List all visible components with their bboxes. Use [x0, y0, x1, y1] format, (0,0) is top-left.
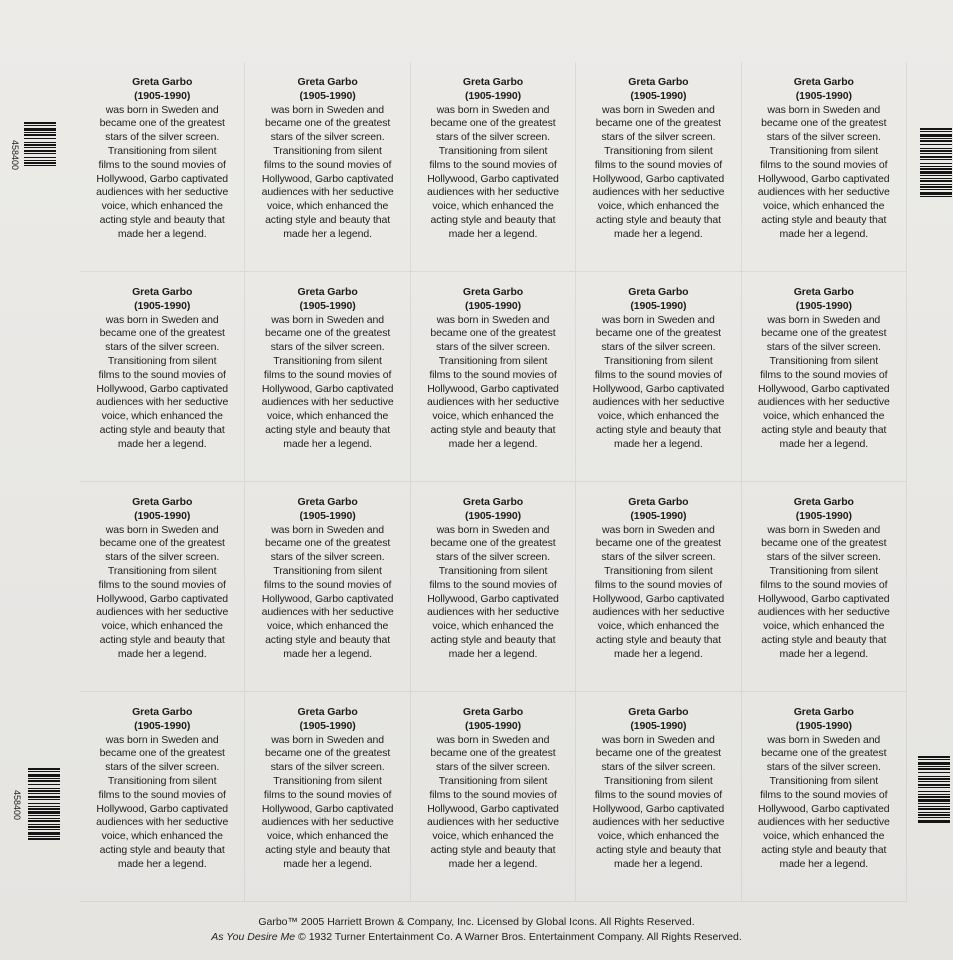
stamp-bio: was born in Sweden and became one of the greatest stars of the silver screen. Transitioning from silent films to the sound movies of Hollywood, Garbo captivated audiences with her seductive voice, which enhanced the acting style and beauty that made her a legend.: [261, 103, 394, 240]
stamp-bio: was born in Sweden and became one of the greatest stars of the silver screen. Transitioning from silent films to the sound movies of Hollywood, Garbo captivated audiences with her seductive voice, which enhanced the acting style and beauty that made her a legend.: [592, 103, 725, 240]
stamp-name: Greta Garbo: [132, 496, 193, 508]
stamp-cell: [411, 692, 576, 902]
barcode-bottom-right: [918, 756, 950, 824]
stamp-name: Greta Garbo: [462, 286, 524, 298]
stamp-bio: was born in Sweden and became one of the greatest stars of the silver screen. Transitioning from silent films to the sound movies of Hollywood, Garbo captivated audiences with her seductive voice, which enhanced the acting style and beauty that made her a legend.: [261, 313, 394, 450]
stamp-cell: [576, 62, 741, 272]
stamp-bio: was born in Sweden and became one of the greatest stars of the silver screen. Transitioning from silent films to the sound movies of Hollywood, Garbo captivated audiences with her seductive voice, which enhanced the acting style and beauty that made her a legend.: [96, 313, 229, 450]
stamp-name: Greta Garbo: [297, 496, 358, 508]
stamp-cell: [742, 272, 907, 482]
stamp-cell: [80, 482, 245, 692]
stamp-bio: was born in Sweden and became one of the greatest stars of the silver screen. Transitioning from silent films to the sound movies of Hollywood, Garbo captivated audiences with her seductive voice, which enhanced the acting style and beauty that made her a legend.: [96, 523, 229, 660]
stamp-cell: [80, 62, 245, 272]
stamp-name: Greta Garbo: [462, 706, 524, 718]
stamp-bio: was born in Sweden and became one of the greatest stars of the silver screen. Transitioning from silent films to the sound movies of Hollywood, Garbo captivated audiences with her seductive voice, which enhanced the acting style and beauty that made her a legend.: [261, 523, 394, 660]
stamp-bio: was born in Sweden and became one of the greatest stars of the silver screen. Transitioning from silent films to the sound movies of Hollywood, Garbo captivated audiences with her seductive voice, which enhanced the acting style and beauty that made her a legend.: [426, 523, 559, 660]
barcode-top-left: [24, 122, 56, 166]
stamp-years: (1905-1990): [134, 719, 191, 732]
stamp-cell: [80, 692, 245, 902]
stamp-bio: was born in Sweden and became one of the greatest stars of the silver screen. Transitioning from silent films to the sound movies of Hollywood, Garbo captivated audiences with her seductive voice, which enhanced the acting style and beauty that made her a legend.: [426, 733, 559, 870]
stamp-years: (1905-1990): [464, 89, 522, 102]
stamp-years: (1905-1990): [464, 719, 522, 732]
stamp-name: Greta Garbo: [793, 496, 854, 508]
stamp-years: (1905-1990): [134, 89, 191, 102]
stamp-name: Greta Garbo: [793, 286, 854, 298]
stamp-name: Greta Garbo: [628, 286, 689, 298]
stamp-name: Greta Garbo: [628, 496, 689, 508]
stamp-name: Greta Garbo: [793, 706, 854, 718]
stamp-years: (1905-1990): [299, 509, 356, 522]
film-title: As You Desire Me: [211, 931, 296, 943]
stamp-cell: [576, 692, 741, 902]
stamp-bio: was born in Sweden and became one of the greatest stars of the silver screen. Transitioning from silent films to the sound movies of Hollywood, Garbo captivated audiences with her seductive voice, which enhanced the acting style and beauty that made her a legend.: [96, 733, 229, 870]
stamp-bio: was born in Sweden and became one of the greatest stars of the silver screen. Transitioning from silent films to the sound movies of Hollywood, Garbo captivated audiences with her seductive voice, which enhanced the acting style and beauty that made her a legend.: [96, 103, 229, 240]
stamp-years: (1905-1990): [795, 509, 852, 522]
stamp-name: Greta Garbo: [132, 706, 193, 718]
stamp-bio: was born in Sweden and became one of the greatest stars of the silver screen. Transitioning from silent films to the sound movies of Hollywood, Garbo captivated audiences with her seductive voice, which enhanced the acting style and beauty that made her a legend.: [757, 523, 890, 660]
stamp-cell: [742, 62, 907, 272]
stamp-bio: was born in Sweden and became one of the greatest stars of the silver screen. Transitioning from silent films to the sound movies of Hollywood, Garbo captivated audiences with her seductive voice, which enhanced the acting style and beauty that made her a legend.: [592, 313, 725, 450]
stamp-cell: [411, 482, 576, 692]
stamp-years: (1905-1990): [134, 299, 191, 312]
stamp-name: Greta Garbo: [297, 76, 358, 88]
stamp-bio: was born in Sweden and became one of the greatest stars of the silver screen. Transitioning from silent films to the sound movies of Hollywood, Garbo captivated audiences with her seductive voice, which enhanced the acting style and beauty that made her a legend.: [757, 313, 890, 450]
stamp-cell: [576, 482, 741, 692]
barcode-number-bottom-left: 458400: [12, 790, 22, 821]
stamp-bio: was born in Sweden and became one of the greatest stars of the silver screen. Transitioning from silent films to the sound movies of Hollywood, Garbo captivated audiences with her seductive voice, which enhanced the acting style and beauty that made her a legend.: [592, 523, 725, 660]
stamp-years: (1905-1990): [630, 509, 687, 522]
stamp-years: (1905-1990): [630, 719, 687, 732]
copyright-text-2: © 1932 Turner Entertainment Co. A Warner Bros. Entertainment Company. All Rights Reserved.: [295, 931, 742, 943]
stamp-years: (1905-1990): [795, 299, 852, 312]
stamp-cell: [245, 692, 410, 902]
stamp-years: (1905-1990): [630, 89, 687, 102]
stamp-name: Greta Garbo: [297, 286, 358, 298]
stamp-bio: was born in Sweden and became one of the greatest stars of the silver screen. Transitioning from silent films to the sound movies of Hollywood, Garbo captivated audiences with her seductive voice, which enhanced the acting style and beauty that made her a legend.: [757, 103, 890, 240]
stamp-name: Greta Garbo: [132, 286, 193, 298]
stamp-cell: [742, 482, 907, 692]
stamp-years: (1905-1990): [795, 719, 852, 732]
stamp-name: Greta Garbo: [628, 706, 689, 718]
stamp-name: Greta Garbo: [462, 76, 524, 88]
stamp-cell: [245, 62, 410, 272]
copyright-line-1: [0, 916, 953, 928]
stamp-cell: [80, 272, 245, 482]
stamp-years: (1905-1990): [630, 299, 687, 312]
stamp-cell: [245, 482, 410, 692]
copyright-text-1: Garbo™ 2005 Harriett Brown & Company, Inc. Licensed by Global Icons. All Rights Reserved.: [258, 916, 695, 928]
stamp-bio: was born in Sweden and became one of the greatest stars of the silver screen. Transitioning from silent films to the sound movies of Hollywood, Garbo captivated audiences with her seductive voice, which enhanced the acting style and beauty that made her a legend.: [426, 103, 559, 240]
stamp-cell: [576, 272, 741, 482]
stamp-grid: [80, 62, 907, 902]
barcode-bottom-left: [28, 768, 60, 840]
stamp-years: (1905-1990): [299, 89, 356, 102]
barcode-top-right: [920, 128, 952, 198]
stamp-name: Greta Garbo: [462, 496, 524, 508]
stamp-cell: [411, 62, 576, 272]
stamp-cell: [245, 272, 410, 482]
barcode-number-top-left: 458400: [10, 140, 20, 171]
stamp-bio: was born in Sweden and became one of the greatest stars of the silver screen. Transitioning from silent films to the sound movies of Hollywood, Garbo captivated audiences with her seductive voice, which enhanced the acting style and beauty that made her a legend.: [261, 733, 394, 870]
stamp-years: (1905-1990): [795, 89, 852, 102]
stamp-cell: [742, 692, 907, 902]
stamp-name: Greta Garbo: [628, 76, 689, 88]
stamp-years: (1905-1990): [464, 509, 522, 522]
stamp-name: Greta Garbo: [132, 76, 193, 88]
stamp-name: Greta Garbo: [793, 76, 854, 88]
stamp-bio: was born in Sweden and became one of the greatest stars of the silver screen. Transitioning from silent films to the sound movies of Hollywood, Garbo captivated audiences with her seductive voice, which enhanced the acting style and beauty that made her a legend.: [426, 313, 559, 450]
stamp-bio: was born in Sweden and became one of the greatest stars of the silver screen. Transitioning from silent films to the sound movies of Hollywood, Garbo captivated audiences with her seductive voice, which enhanced the acting style and beauty that made her a legend.: [757, 733, 890, 870]
stamp-years: (1905-1990): [299, 719, 356, 732]
copyright-line-2: [0, 931, 953, 943]
stamp-bio: was born in Sweden and became one of the greatest stars of the silver screen. Transitioning from silent films to the sound movies of Hollywood, Garbo captivated audiences with her seductive voice, which enhanced the acting style and beauty that made her a legend.: [592, 733, 725, 870]
stamp-cell: [411, 272, 576, 482]
stamp-years: (1905-1990): [134, 509, 191, 522]
stamp-name: Greta Garbo: [297, 706, 358, 718]
stamp-years: (1905-1990): [464, 299, 522, 312]
stamp-years: (1905-1990): [299, 299, 356, 312]
